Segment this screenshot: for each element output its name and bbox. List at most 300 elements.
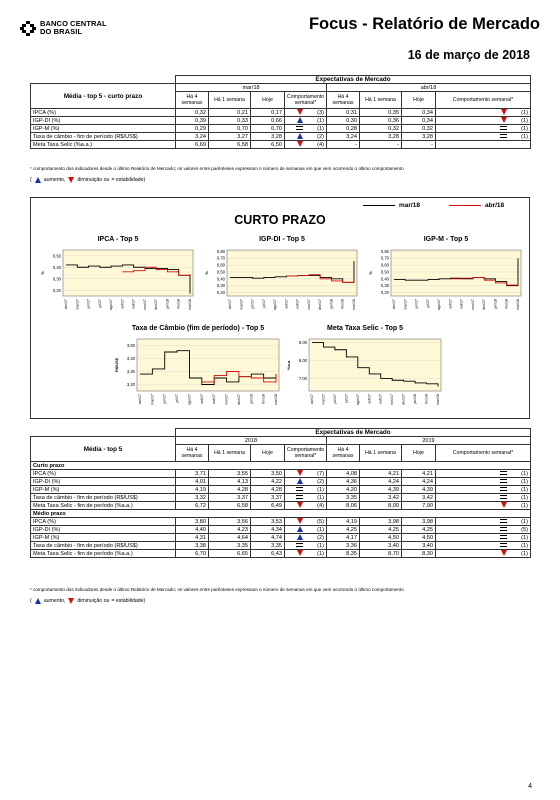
row-label: Taxa de câmbio - fim de período (R$/US$) bbox=[31, 494, 176, 502]
trend-weeks: (5) bbox=[317, 518, 324, 525]
value-cell: - bbox=[402, 141, 436, 149]
value-cell: 3,28 bbox=[360, 133, 402, 141]
value-cell: 0,29 bbox=[176, 125, 209, 133]
trend-cell bbox=[285, 550, 327, 558]
chart-svg bbox=[367, 246, 525, 318]
plot-area bbox=[137, 339, 279, 391]
column-header: Comportamento semanal* bbox=[436, 445, 531, 462]
trend-cell bbox=[285, 486, 327, 494]
equal-icon bbox=[500, 543, 507, 547]
arrow-down-icon bbox=[68, 177, 74, 183]
x-tick-label: ago/17 bbox=[355, 394, 360, 405]
table-row bbox=[31, 542, 531, 550]
x-tick-label: ago/17 bbox=[109, 299, 114, 310]
x-tick-label: jul/17 bbox=[425, 299, 430, 308]
value-cell: 4,25 bbox=[327, 526, 360, 534]
trend-cell bbox=[436, 494, 531, 502]
y-tick-label: 8,00 bbox=[298, 358, 307, 364]
row-label: IPCA (%) bbox=[31, 470, 176, 478]
y-tick-label: 0,70 bbox=[216, 255, 225, 261]
value-cell: 3,98 bbox=[360, 518, 402, 526]
chart-selic bbox=[285, 325, 445, 413]
y-tick-label: 0,50 bbox=[380, 269, 389, 275]
x-tick-label: jun/17 bbox=[86, 299, 91, 309]
value-cell: 0,21 bbox=[209, 109, 251, 117]
y-tick-label: 0,30 bbox=[380, 283, 389, 289]
section-label: Curto prazo bbox=[31, 462, 531, 470]
equal-icon bbox=[500, 134, 507, 138]
row-header: Média - top 5 bbox=[31, 437, 176, 462]
table-caption: Expectativas de Mercado bbox=[176, 429, 531, 437]
arrow-up-icon bbox=[35, 598, 41, 604]
table-row bbox=[31, 133, 531, 141]
value-cell: 4,20 bbox=[327, 486, 360, 494]
row-label: IGP-DI (%) bbox=[31, 478, 176, 486]
x-tick-label: abr/17 bbox=[138, 394, 142, 405]
trend-weeks: (1) bbox=[521, 494, 528, 501]
chart-title: Taxa de Câmbio (fim de período) - Top 5 bbox=[131, 325, 265, 332]
y-axis-label: R$/US$ bbox=[114, 357, 119, 373]
y-tick-label: 0,80 bbox=[216, 248, 225, 254]
y-tick-label: 3,50 bbox=[126, 343, 135, 348]
row-label: IGP-DI (%) bbox=[31, 117, 176, 125]
row-label: IPCA (%) bbox=[31, 109, 176, 117]
legend-line-black bbox=[363, 205, 395, 206]
value-cell: 3,71 bbox=[176, 470, 209, 478]
value-cell: 3,40 bbox=[360, 542, 402, 550]
legend-line-red bbox=[449, 205, 481, 206]
x-tick-label: nov/17 bbox=[224, 394, 229, 405]
value-cell: 8,35 bbox=[327, 550, 360, 558]
table-row bbox=[31, 518, 531, 526]
x-tick-label: abr/17 bbox=[64, 299, 68, 310]
row-label: IGP-M (%) bbox=[31, 486, 176, 494]
y-axis-label: %a.a. bbox=[286, 359, 291, 371]
chart-svg bbox=[39, 246, 197, 318]
value-cell: 4,21 bbox=[360, 470, 402, 478]
trend-cell bbox=[436, 542, 531, 550]
x-tick-label: dez/17 bbox=[154, 299, 159, 310]
x-tick-label: jan/18 bbox=[413, 394, 418, 404]
equal-icon bbox=[500, 519, 507, 523]
value-cell: 0,35 bbox=[360, 109, 402, 117]
value-cell: 4,74 bbox=[251, 534, 285, 542]
x-tick-label: mar/18 bbox=[188, 299, 192, 311]
value-cell: 4,13 bbox=[209, 478, 251, 486]
value-cell: 4,31 bbox=[176, 534, 209, 542]
row-label: Meta Taxa Selic (%a.a.) bbox=[31, 141, 176, 149]
trend-cell bbox=[436, 141, 531, 149]
value-cell: 4,64 bbox=[209, 534, 251, 542]
x-tick-label: mai/17 bbox=[321, 394, 326, 405]
chart-title: IGP-M - Top 5 bbox=[423, 236, 469, 243]
trend-legend: ( aumento, diminuição ou = estabilidade) bbox=[30, 177, 146, 183]
x-tick-label: out/17 bbox=[378, 394, 383, 404]
value-cell: 6,70 bbox=[176, 550, 209, 558]
trend-weeks: (1) bbox=[317, 550, 324, 557]
value-cell: 3,98 bbox=[402, 518, 436, 526]
chart-svg bbox=[203, 246, 361, 318]
trend-cell bbox=[285, 542, 327, 550]
x-tick-label: jul/17 bbox=[175, 394, 180, 403]
x-tick-label: ago/17 bbox=[437, 299, 442, 310]
value-cell: 4,25 bbox=[402, 526, 436, 534]
row-label: Taxa de câmbio - fim de período (R$/US$) bbox=[31, 133, 176, 141]
table-row bbox=[31, 478, 531, 486]
y-axis-label: % bbox=[204, 271, 209, 275]
column-header: Há 4 semanas bbox=[327, 92, 360, 109]
x-tick-label: mar/18 bbox=[352, 299, 356, 311]
trend-weeks: (1) bbox=[317, 117, 324, 124]
x-tick-label: fev/18 bbox=[176, 299, 181, 309]
x-tick-label: nov/17 bbox=[390, 394, 395, 405]
arrow-down-icon bbox=[297, 141, 303, 147]
arrow-down-icon bbox=[297, 502, 303, 508]
value-cell: 3,42 bbox=[402, 494, 436, 502]
arrow-down-icon bbox=[297, 470, 303, 476]
equal-icon bbox=[500, 487, 507, 491]
value-cell: 8,30 bbox=[402, 550, 436, 558]
trend-cell bbox=[436, 518, 531, 526]
value-cell: 0,36 bbox=[360, 117, 402, 125]
value-cell: 0,30 bbox=[327, 117, 360, 125]
column-header: Comportamento semanal* bbox=[436, 92, 531, 109]
section-label: Médio prazo bbox=[31, 510, 531, 518]
value-cell: 8,00 bbox=[360, 502, 402, 510]
y-tick-label: 0,50 bbox=[52, 253, 61, 259]
value-cell: 3,35 bbox=[251, 542, 285, 550]
x-tick-label: mai/17 bbox=[150, 394, 155, 405]
y-axis-label: % bbox=[368, 271, 373, 275]
trend-weeks: (1) bbox=[521, 109, 528, 116]
x-tick-label: abr/17 bbox=[228, 299, 232, 310]
logo-text: BANCO CENTRAL DO BRASIL bbox=[40, 19, 107, 36]
x-tick-label: fev/18 bbox=[340, 299, 345, 309]
x-tick-label: out/17 bbox=[212, 394, 217, 404]
value-cell: 3,38 bbox=[176, 542, 209, 550]
value-cell: 4,08 bbox=[327, 470, 360, 478]
arrow-down-icon bbox=[501, 502, 507, 508]
value-cell: 4,34 bbox=[251, 526, 285, 534]
trend-cell bbox=[285, 502, 327, 510]
value-cell: - bbox=[327, 141, 360, 149]
chart-cambio bbox=[113, 325, 283, 413]
trend-weeks: (1) bbox=[521, 486, 528, 493]
x-tick-label: dez/17 bbox=[318, 299, 323, 310]
value-cell: 0,32 bbox=[360, 125, 402, 133]
value-cell: 4,19 bbox=[327, 518, 360, 526]
value-cell: - bbox=[360, 141, 402, 149]
value-cell: 4,19 bbox=[176, 486, 209, 494]
value-cell: 4,01 bbox=[176, 478, 209, 486]
x-tick-label: jul/17 bbox=[344, 394, 349, 403]
arrow-up-icon bbox=[297, 478, 303, 484]
chart-title: IGP-DI - Top 5 bbox=[259, 236, 305, 243]
value-cell: 0,28 bbox=[327, 125, 360, 133]
x-tick-label: fev/18 bbox=[424, 394, 429, 404]
trend-cell bbox=[436, 526, 531, 534]
y-tick-label: 0,30 bbox=[52, 276, 61, 282]
x-tick-label: jan/18 bbox=[249, 394, 254, 404]
chart-ipca bbox=[39, 236, 197, 318]
value-cell: 3,27 bbox=[209, 133, 251, 141]
trend-cell bbox=[285, 518, 327, 526]
column-header: Comportamento semanal* bbox=[285, 92, 327, 109]
column-header: Há 1 semana bbox=[360, 445, 402, 462]
y-tick-label: 0,40 bbox=[52, 264, 61, 270]
x-tick-label: mai/17 bbox=[239, 299, 244, 310]
trend-weeks: (2) bbox=[317, 478, 324, 485]
equal-icon bbox=[500, 471, 507, 475]
plot-area bbox=[63, 250, 193, 296]
chart-title: Meta Taxa Selic - Top 5 bbox=[327, 325, 403, 332]
y-tick-label: 0,50 bbox=[216, 269, 225, 275]
trend-cell bbox=[285, 478, 327, 486]
trend-cell bbox=[285, 133, 327, 141]
trend-legend: ( aumento, diminuição ou = estabilidade) bbox=[30, 598, 146, 604]
table-row bbox=[31, 117, 531, 125]
value-cell: 3,24 bbox=[176, 133, 209, 141]
x-tick-label: set/17 bbox=[199, 394, 204, 404]
page-title: Focus - Relatório de Mercado bbox=[308, 15, 540, 33]
x-tick-label: ago/17 bbox=[187, 394, 192, 405]
report-date: 16 de março de 2018 bbox=[407, 48, 530, 62]
y-tick-label: 0,80 bbox=[380, 248, 389, 254]
y-tick-label: 0,20 bbox=[380, 290, 389, 296]
x-tick-label: nov/17 bbox=[306, 299, 311, 310]
table-row bbox=[31, 141, 531, 149]
page-number: 4 bbox=[528, 783, 532, 790]
value-cell: 4,39 bbox=[360, 486, 402, 494]
x-tick-label: set/17 bbox=[120, 299, 125, 309]
arrow-down-icon bbox=[501, 550, 507, 556]
footnote: * comportamento dos indicadores desde o último Relatório de Mercado; os valores entre parênteses expressam o número de semanas em que vem ocorrendo o último comportamento bbox=[30, 587, 404, 592]
chart-svg bbox=[113, 335, 283, 413]
value-cell: 4,25 bbox=[360, 526, 402, 534]
value-cell: 6,43 bbox=[251, 550, 285, 558]
x-tick-label: mai/17 bbox=[403, 299, 408, 310]
value-cell: 6,58 bbox=[209, 502, 251, 510]
x-tick-label: mar/18 bbox=[516, 299, 520, 311]
equal-icon bbox=[500, 479, 507, 483]
column-header: Hoje bbox=[402, 92, 436, 109]
column-header: Há 1 semana bbox=[209, 92, 251, 109]
value-cell: 0,32 bbox=[176, 109, 209, 117]
y-tick-label: 0,70 bbox=[380, 255, 389, 261]
y-tick-label: 0,20 bbox=[52, 287, 61, 293]
trend-cell bbox=[436, 502, 531, 510]
table-row bbox=[31, 494, 531, 502]
value-cell: 8,70 bbox=[360, 550, 402, 558]
column-header: Há 1 semana bbox=[360, 92, 402, 109]
trend-weeks: (1) bbox=[521, 125, 528, 132]
trend-cell bbox=[436, 550, 531, 558]
value-cell: 0,34 bbox=[402, 117, 436, 125]
value-cell: 0,70 bbox=[251, 125, 285, 133]
y-tick-label: 0,20 bbox=[216, 290, 225, 296]
arrow-down-icon bbox=[501, 117, 507, 123]
equal-icon bbox=[296, 495, 303, 499]
arrow-up-icon bbox=[297, 526, 303, 532]
expectations-table-short-term bbox=[30, 75, 531, 149]
trend-weeks: (1) bbox=[521, 133, 528, 140]
x-tick-label: mar/18 bbox=[436, 394, 440, 406]
value-cell: 3,53 bbox=[251, 518, 285, 526]
trend-weeks: (4) bbox=[317, 502, 324, 509]
value-cell: 0,32 bbox=[402, 125, 436, 133]
period-header: abr/18 bbox=[327, 84, 531, 92]
legend-entry-a: mar/18 bbox=[363, 202, 420, 209]
column-header: Hoje bbox=[251, 92, 285, 109]
table-row bbox=[31, 526, 531, 534]
y-tick-label: 3,40 bbox=[126, 356, 135, 361]
equal-icon bbox=[500, 126, 507, 130]
value-cell: 4,28 bbox=[251, 486, 285, 494]
value-cell: 4,40 bbox=[176, 526, 209, 534]
trend-weeks: (1) bbox=[521, 117, 528, 124]
trend-cell bbox=[285, 141, 327, 149]
trend-cell bbox=[436, 534, 531, 542]
trend-cell bbox=[285, 109, 327, 117]
arrow-up-icon bbox=[297, 133, 303, 139]
x-tick-label: fev/18 bbox=[261, 394, 266, 404]
trend-cell bbox=[436, 125, 531, 133]
trend-cell bbox=[285, 494, 327, 502]
x-tick-label: abr/17 bbox=[310, 394, 314, 405]
trend-weeks: (1) bbox=[521, 518, 528, 525]
value-cell: 0,39 bbox=[176, 117, 209, 125]
value-cell: 3,24 bbox=[327, 133, 360, 141]
chart-svg bbox=[285, 335, 445, 413]
row-label: IGP-DI (%) bbox=[31, 526, 176, 534]
period-header: mar/18 bbox=[176, 84, 327, 92]
equal-icon bbox=[500, 527, 507, 531]
equal-icon bbox=[296, 126, 303, 130]
row-label: IGP-M (%) bbox=[31, 534, 176, 542]
y-tick-label: 3,20 bbox=[126, 382, 135, 387]
trend-weeks: (1) bbox=[521, 502, 528, 509]
x-tick-label: jan/18 bbox=[165, 299, 170, 309]
x-tick-label: jun/17 bbox=[332, 394, 337, 404]
value-cell: 6,69 bbox=[176, 141, 209, 149]
trend-weeks: (1) bbox=[521, 550, 528, 557]
x-tick-label: dez/17 bbox=[482, 299, 487, 310]
value-cell: 7,90 bbox=[402, 502, 436, 510]
x-tick-label: nov/17 bbox=[142, 299, 147, 310]
x-tick-label: mai/17 bbox=[75, 299, 80, 310]
value-cell: 3,80 bbox=[176, 518, 209, 526]
trend-weeks: (1) bbox=[317, 526, 324, 533]
column-header: Há 4 semanas bbox=[327, 445, 360, 462]
equal-icon bbox=[500, 535, 507, 539]
trend-weeks: (2) bbox=[317, 534, 324, 541]
y-tick-label: 0,30 bbox=[216, 283, 225, 289]
arrow-down-icon bbox=[501, 109, 507, 115]
arrow-up-icon bbox=[35, 177, 41, 183]
equal-icon bbox=[296, 487, 303, 491]
x-tick-label: out/17 bbox=[295, 299, 300, 309]
value-cell: 3,55 bbox=[209, 470, 251, 478]
plot-area bbox=[391, 250, 521, 296]
value-cell: 6,72 bbox=[176, 502, 209, 510]
table-caption: Expectativas de Mercado bbox=[176, 76, 531, 84]
x-tick-label: jan/18 bbox=[329, 299, 334, 309]
value-cell: 6,49 bbox=[251, 502, 285, 510]
y-tick-label: 0,60 bbox=[380, 262, 389, 268]
value-cell: 4,23 bbox=[209, 526, 251, 534]
table-row bbox=[31, 534, 531, 542]
trend-weeks: (1) bbox=[317, 125, 324, 132]
expectations-table-annual bbox=[30, 428, 531, 558]
value-cell: 4,28 bbox=[209, 486, 251, 494]
x-tick-label: ago/17 bbox=[273, 299, 278, 310]
arrow-down-icon bbox=[297, 109, 303, 115]
value-cell: 8,06 bbox=[327, 502, 360, 510]
x-tick-label: set/17 bbox=[284, 299, 289, 309]
trend-cell bbox=[436, 478, 531, 486]
chart-igp-m bbox=[367, 236, 525, 318]
y-tick-label: 0,40 bbox=[380, 276, 389, 282]
value-cell: 3,37 bbox=[209, 494, 251, 502]
table-row bbox=[31, 109, 531, 117]
value-cell: 3,40 bbox=[402, 542, 436, 550]
footnote: * comportamento dos indicadores desde o último Relatório de Mercado; os valores entre parênteses expressam o número de semanas em que vem ocorrendo o último comportamento bbox=[30, 166, 404, 171]
value-cell: 4,17 bbox=[327, 534, 360, 542]
arrow-up-icon bbox=[297, 117, 303, 123]
value-cell: 4,50 bbox=[360, 534, 402, 542]
value-cell: 6,65 bbox=[209, 550, 251, 558]
value-cell: 3,35 bbox=[327, 494, 360, 502]
value-cell: 4,24 bbox=[360, 478, 402, 486]
value-cell: 3,42 bbox=[360, 494, 402, 502]
chart-title: IPCA - Top 5 bbox=[97, 236, 139, 243]
legend-entry-b: abr/18 bbox=[449, 202, 504, 209]
value-cell: 4,21 bbox=[402, 470, 436, 478]
x-tick-label: mar/18 bbox=[274, 394, 278, 406]
value-cell: 0,33 bbox=[209, 117, 251, 125]
y-axis-label: % bbox=[40, 271, 45, 275]
trend-weeks: (1) bbox=[521, 542, 528, 549]
x-tick-label: jul/17 bbox=[97, 299, 102, 308]
value-cell: 6,50 bbox=[251, 141, 285, 149]
value-cell: 4,39 bbox=[402, 486, 436, 494]
arrow-down-icon bbox=[68, 598, 74, 604]
table-row bbox=[31, 486, 531, 494]
trend-cell bbox=[436, 117, 531, 125]
value-cell: 0,17 bbox=[251, 109, 285, 117]
arrow-up-icon bbox=[297, 534, 303, 540]
x-tick-label: dez/17 bbox=[236, 394, 241, 405]
x-tick-label: jun/17 bbox=[250, 299, 255, 309]
table-row bbox=[31, 502, 531, 510]
trend-weeks: (2) bbox=[317, 133, 324, 140]
arrow-down-icon bbox=[297, 550, 303, 556]
column-header: Hoje bbox=[251, 445, 285, 462]
y-tick-label: 9,00 bbox=[298, 340, 307, 346]
trend-weeks: (1) bbox=[317, 542, 324, 549]
x-tick-label: jun/17 bbox=[162, 394, 167, 404]
row-label: Meta Taxa Selic - fim de período (%a.a.) bbox=[31, 502, 176, 510]
x-tick-label: jun/17 bbox=[414, 299, 419, 309]
trend-cell bbox=[436, 109, 531, 117]
trend-weeks: (1) bbox=[317, 486, 324, 493]
x-tick-label: out/17 bbox=[131, 299, 136, 309]
value-cell: 0,70 bbox=[209, 125, 251, 133]
trend-cell bbox=[285, 125, 327, 133]
value-cell: 0,31 bbox=[327, 109, 360, 117]
x-tick-label: jan/18 bbox=[493, 299, 498, 309]
column-header: Há 1 semana bbox=[209, 445, 251, 462]
